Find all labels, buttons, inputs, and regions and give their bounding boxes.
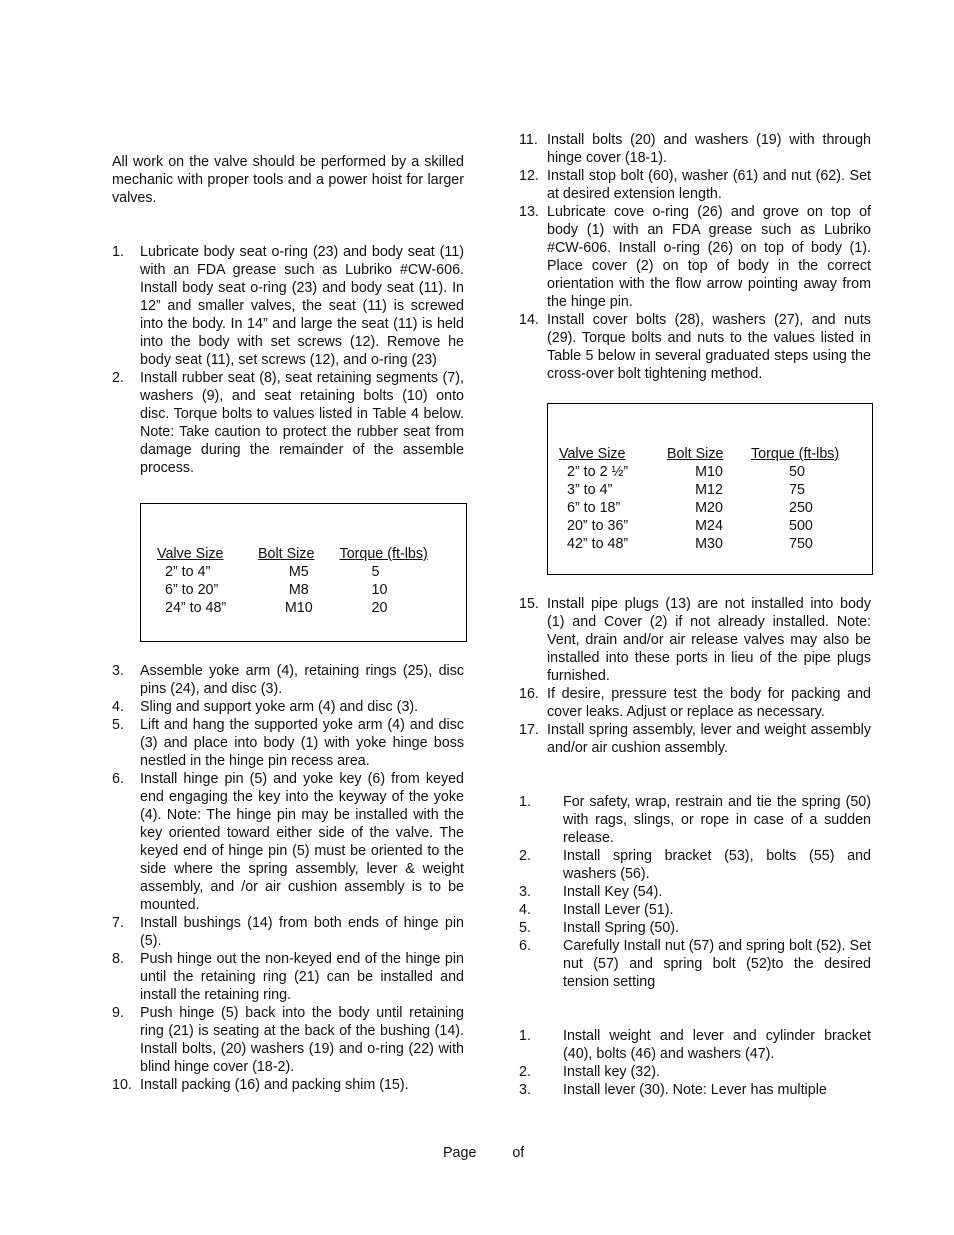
list-item [519,311,871,383]
step-number: 5. [112,717,124,733]
step-text: Install stop bolt (60), washer (61) and nut (62). Set at desired extension length. [547,168,871,202]
list-item [519,595,871,685]
step-number: 4. [519,902,531,918]
list-item [519,1081,871,1099]
list-item [519,793,871,847]
step-number: 1. [519,1028,531,1044]
step-text: Install spring assembly, lever and weight assembly and/or air cushion assembly. [547,722,871,756]
page-footer [443,1144,524,1162]
step-number: 10. [112,1077,132,1093]
step-text: Install hinge pin (5) and yoke key (6) from keyed end engaging the key into the keyway of the yoke (4). Note: The hinge pin may be installed with the key oriented toward either side of the valve. The keyed end of hinge pin (5) must be oriented to the side where the spring assembly, lever & weight assembly, and /or air cushion assembly is to be mounted. [140,771,464,913]
list-item [112,770,464,914]
table-cell: 500 [789,518,813,534]
list-item [519,937,871,991]
table-cell: M8 [288,582,309,598]
table-row [559,463,869,481]
step-number: 8. [112,951,124,967]
list-item [112,914,464,950]
step-number: 3. [112,663,124,679]
step-number: 7. [112,915,124,931]
step-number: 1. [519,794,531,810]
step-text: Install cover bolts (28), washers (27), and nuts (29). Torque bolts and nuts to the values listed in Table 5 below in several graduated steps using the cross-over bolt tightening method. [547,312,871,382]
step-text: Assemble yoke arm (4), retaining rings (25), disc pins (24), and disc (3). [140,663,464,697]
step-number: 13. [519,204,539,220]
table-cell: 10 [371,582,388,598]
step-number: 9. [112,1005,124,1021]
table-cell: 42” to 48” [567,536,629,552]
right-column [519,131,871,1099]
step-text: Install Spring (50). [563,920,680,936]
table-cell: M12 [695,482,723,498]
step-number: 2. [112,370,124,386]
page-label: Page [443,1145,477,1161]
step-number: 14. [519,312,539,328]
table-cell: M10 [695,464,723,480]
weight-steps-list [519,1027,871,1099]
list-item [519,901,871,919]
column-header: Torque (ft-lbs) [339,546,428,562]
step-number: 5. [519,920,531,936]
step-text: Install weight and lever and cylinder bracket (40), bolts (46) and washers (47). [563,1028,871,1062]
table-cell: 2” to 2 ½” [567,464,629,480]
table-row [559,517,869,535]
list-item [112,1076,464,1094]
step-number: 12. [519,168,539,184]
table-cell: 6” to 18” [567,500,621,516]
list-item [519,1063,871,1081]
table-cell: M20 [695,500,723,516]
step-text: Install packing (16) and packing shim (15). [140,1077,409,1093]
torque-table-4 [157,545,466,617]
column-header: Bolt Size [257,546,315,562]
column-header: Valve Size [559,446,626,462]
step-text: Install bushings (14) from both ends of hinge pin (5). [140,915,464,949]
step-number: 2. [519,848,531,864]
step-text: If desire, pressure test the body for packing and cover leaks. Adjust or replace as necessary. [547,686,871,720]
step-number: 3. [519,1082,531,1098]
list-item [519,167,871,203]
step-number: 6. [519,938,531,954]
step-number: 1. [112,244,124,260]
table-row [157,581,466,599]
list-item [519,131,871,167]
list-item [112,662,464,698]
table-cell: 750 [789,536,813,552]
step-text: Install bolts (20) and washers (19) with through hinge cover (18-1). [547,132,871,166]
table-cell: M10 [284,600,313,616]
step-text: Lubricate cove o-ring (26) and grove on top of body (1) with an FDA grease such as Lubriko #CW-606. Install o-ring (26) on top of body (1). Place cover (2) on top of body in the correct orientation with the flow arrow pointing away from the hinge pin. [547,204,871,310]
list-item [519,847,871,883]
table-row [559,535,869,553]
spring-steps-list [519,793,871,991]
left-column [112,153,464,1094]
table-header-row [157,545,466,563]
step-text: Lift and hang the supported yoke arm (4) and disc (3) and place into body (1) with yoke hinge boss nestled in the hinge pin recess area. [140,717,464,769]
steps-list-b [112,662,464,1094]
table-cell: 24” to 48” [165,600,227,616]
column-header: Valve Size [157,546,224,562]
table-row [559,481,869,499]
table-cell: M30 [695,536,723,552]
step-number: 11. [519,132,538,148]
list-item [519,919,871,937]
list-item [519,203,871,311]
step-text: Install spring bracket (53), bolts (55) and washers (56). [563,848,871,882]
column-header: Torque (ft-lbs) [751,446,840,462]
steps-list-c [519,131,871,383]
step-number: 3. [519,884,531,900]
table-cell: 20 [371,600,388,616]
list-item [112,369,464,477]
step-number: 16. [519,686,539,702]
intro-paragraph: All work on the valve should be performed by a skilled mechanic with proper tools and a power hoist for larger valves. [112,154,464,206]
step-number: 15. [519,596,539,612]
step-number: 4. [112,699,124,715]
step-text: Install rubber seat (8), seat retaining segments (7), washers (9), and seat retaining bolts (10) onto disc. Torque bolts to values listed in Table 4 below. Note: Take caution to protect the rubber seat from damage during the remainder of the assemble process. [140,370,464,476]
list-item [519,721,871,757]
table-row [157,563,466,581]
table-row [559,499,869,517]
list-item [112,950,464,1004]
step-text: For safety, wrap, restrain and tie the spring (50) with rags, slings, or rope in case of a sudden release. [563,794,871,846]
table-cell: 2” to 4” [165,564,211,580]
table-cell: 5 [371,564,380,580]
step-text: Lubricate body seat o-ring (23) and body seat (11) with an FDA grease such as Lubriko #CW-606. Install body seat o-ring (23) and body seat (11). In 12” and smaller valves, the seat (11) is screwed into the body. In 14” and large the seat (11) is held into the body with set screws (12). Remove he body seat (11), set screws (12), and o-ring (23) [140,244,464,368]
table-4 [140,503,467,642]
step-text: Install pipe plugs (13) are not installed into body (1) and Cover (2) if not already installed. Note: Vent, drain and/or air release valves may also be installed into these ports in lieu of the pipe plugs furnished. [547,596,871,684]
table-cell: M24 [695,518,723,534]
torque-table-5 [559,445,869,553]
list-item [112,716,464,770]
table-5 [547,403,873,575]
list-item [519,1027,871,1063]
step-text: Install lever (30). Note: Lever has multiple [563,1082,827,1098]
step-number: 17. [519,722,539,738]
of-label: of [512,1145,525,1161]
step-text: Sling and support yoke arm (4) and disc (3). [140,699,419,715]
list-item [519,685,871,721]
step-text: Install Lever (51). [563,902,674,918]
steps-list-a [112,243,464,477]
table-cell: M5 [288,564,309,580]
step-text: Push hinge out the non-keyed end of the hinge pin until the retaining ring (21) can be installed and install the retaining ring. [140,951,464,1003]
column-header: Bolt Size [667,446,724,462]
table-cell: 75 [789,482,805,498]
table-row [157,599,466,617]
list-item [519,883,871,901]
table-header-row [559,445,869,463]
table-cell: 50 [789,464,805,480]
steps-list-d [519,595,871,757]
step-text: Push hinge (5) back into the body until retaining ring (21) is seating at the back of the bushing (14). Install bolts, (20) washers (19) and o-ring (22) with blind hinge cover (18-2). [140,1005,464,1075]
list-item [112,1004,464,1076]
step-text: Carefully Install nut (57) and spring bolt (52). Set nut (57) and spring bolt (52)to the desired tension setting [563,938,871,990]
table-cell: 20” to 36” [567,518,629,534]
list-item [112,243,464,369]
step-number: 6. [112,771,124,787]
step-text: Install key (32). [563,1064,660,1080]
step-text: Install Key (54). [563,884,663,900]
table-cell: 6” to 20” [165,582,219,598]
list-item [112,698,464,716]
table-cell: 250 [789,500,813,516]
step-number: 2. [519,1064,531,1080]
table-cell: 3” to 4” [567,482,613,498]
